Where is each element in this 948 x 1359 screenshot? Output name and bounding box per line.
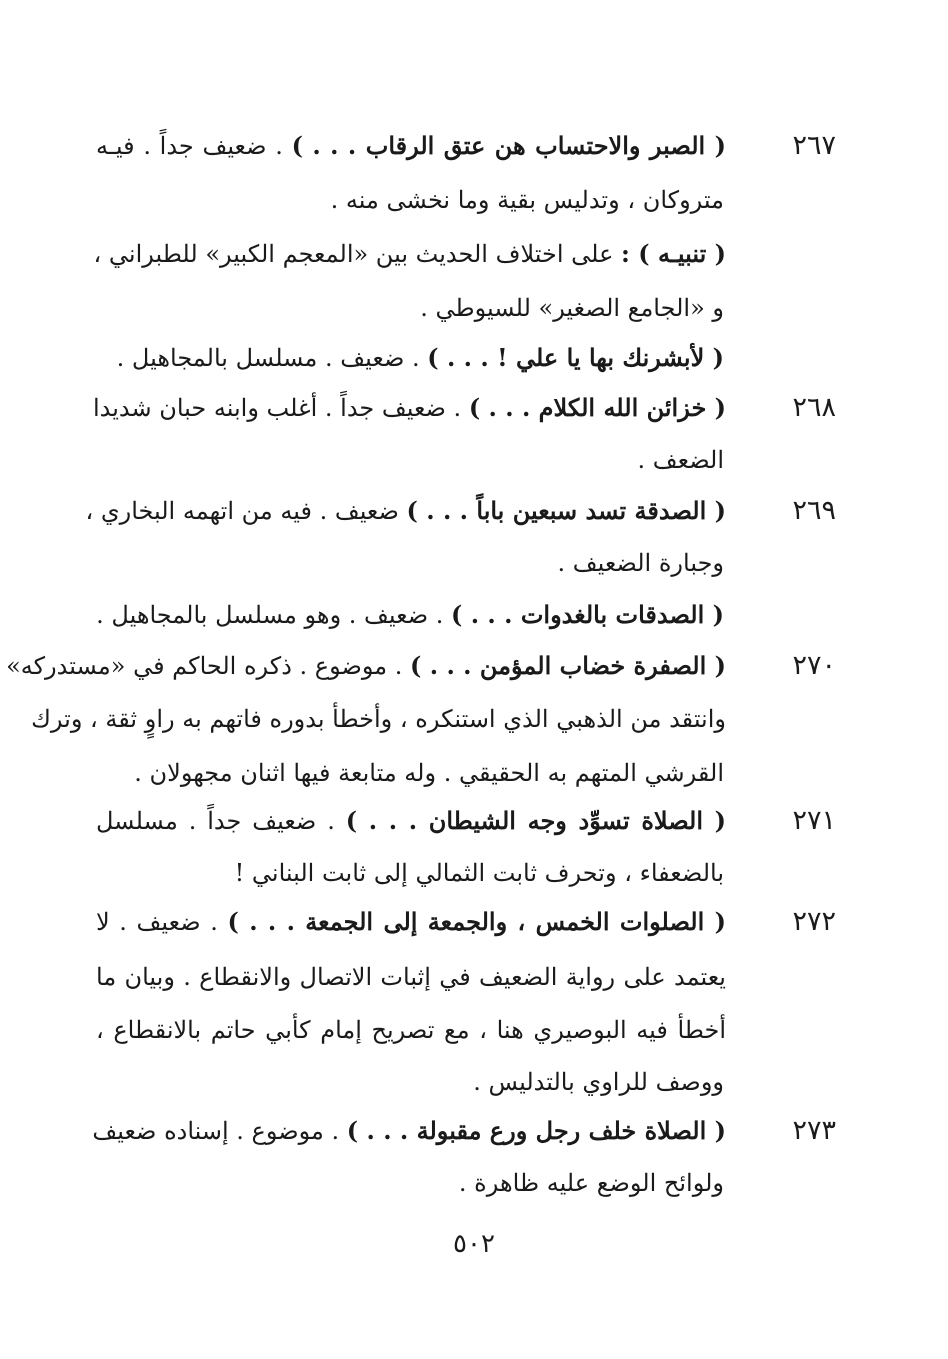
note-label: ( تنبيـه ) : bbox=[621, 239, 726, 268]
entry-line bbox=[92, 391, 726, 425]
entry-line: و «الجامع الصغير» للسيوطي . bbox=[420, 294, 724, 322]
hadith-title: ( الصلاة تسوِّد وجه الشيطان . . . ) bbox=[345, 806, 726, 835]
entry-line bbox=[92, 1114, 726, 1148]
entry-line: أخطأ فيه البوصيري هنا ، مع تصريح إمام كأبي حاتم بالانقطاع ، bbox=[96, 1016, 727, 1044]
entry-line bbox=[96, 598, 724, 632]
entry-line: الضعف . bbox=[637, 446, 724, 474]
entry-number: ٢٦٩ bbox=[792, 495, 836, 526]
entry-number: ٢٧٠ bbox=[792, 650, 836, 681]
entry-line bbox=[85, 494, 726, 528]
entry-line bbox=[96, 905, 726, 939]
entry-line: ووصف للراوي بالتدليس . bbox=[473, 1068, 724, 1096]
entry-line bbox=[96, 804, 726, 838]
hadith-title: ( خزائن الله الكلام . . . ) bbox=[468, 393, 726, 422]
page-number: ٥٠٢ bbox=[453, 1229, 495, 1259]
hadith-title: ( الصلوات الخمس ، والجمعة إلى الجمعة . . . ) bbox=[227, 907, 726, 936]
entry-line: وجبارة الضعيف . bbox=[557, 549, 724, 577]
note-text: على اختلاف الحديث بين «المعجم الكبير» للطبراني ، bbox=[93, 240, 622, 268]
grading-text: . ضعيف جداً . أغلب وابنه حبان شديدا bbox=[92, 394, 469, 422]
entry-number: ٢٧٣ bbox=[792, 1115, 836, 1146]
grading-text: . ضعيف جداً . مسلسل bbox=[96, 807, 346, 835]
grading-text: . ضعيف جداً . فيـه bbox=[96, 132, 292, 160]
hadith-title: ( الصدقات بالغدوات . . . ) bbox=[450, 600, 724, 629]
entry-line: وانتقد من الذهبي الذي استنكره ، وأخطأ بدوره فاتهم به راوٍ ثقة ، وترك bbox=[31, 705, 726, 733]
hadith-title: ( الصدقة تسد سبعين باباً . . . ) bbox=[406, 496, 726, 525]
entry-number: ٢٦٧ bbox=[792, 130, 836, 161]
hadith-title: ( الصفرة خضاب المؤمن . . . ) bbox=[410, 651, 726, 680]
entry-line: يعتمد على رواية الضعيف في إثبات الاتصال والانقطاع . وبيان ما bbox=[96, 963, 726, 991]
grading-text: . موضوع . ذكره الحاكم في «مستدركه» bbox=[6, 652, 411, 680]
entry-number: ٢٧٢ bbox=[792, 906, 836, 937]
entry-line bbox=[93, 237, 726, 271]
grading-text: . ضعيف . وهو مسلسل بالمجاهيل . bbox=[96, 601, 451, 629]
hadith-title: ( لأبشرنك بها يا علي ! . . . ) bbox=[427, 343, 724, 372]
entry-line bbox=[96, 129, 726, 163]
hadith-title: ( الصلاة خلف رجل ورع مقبولة . . . ) bbox=[346, 1116, 726, 1145]
hadith-title: ( الصبر والاحتساب هن عتق الرقاب . . . ) bbox=[291, 131, 726, 160]
grading-text: . ضعيف . لا bbox=[96, 908, 228, 936]
entry-line: متروكان ، وتدليس بقية وما نخشى منه . bbox=[330, 186, 724, 214]
entry-line: بالضعفاء ، وتحرف ثابت الثمالي إلى ثابت البناني ! bbox=[234, 859, 724, 887]
entry-line bbox=[6, 649, 726, 683]
entry-number: ٢٦٨ bbox=[792, 392, 836, 423]
entry-line: ولوائح الوضع عليه ظاهرة . bbox=[458, 1169, 724, 1197]
entry-number: ٢٧١ bbox=[792, 805, 836, 836]
entry-line: القرشي المتهم به الحقيقي . وله متابعة فيها اثنان مجهولان . bbox=[134, 759, 724, 787]
grading-text: ضعيف . فيه من اتهمه البخاري ، bbox=[85, 497, 407, 525]
entry-line bbox=[117, 341, 724, 375]
grading-text: . موضوع . إسناده ضعيف bbox=[92, 1117, 347, 1145]
grading-text: . ضعيف . مسلسل بالمجاهيل . bbox=[116, 344, 428, 372]
